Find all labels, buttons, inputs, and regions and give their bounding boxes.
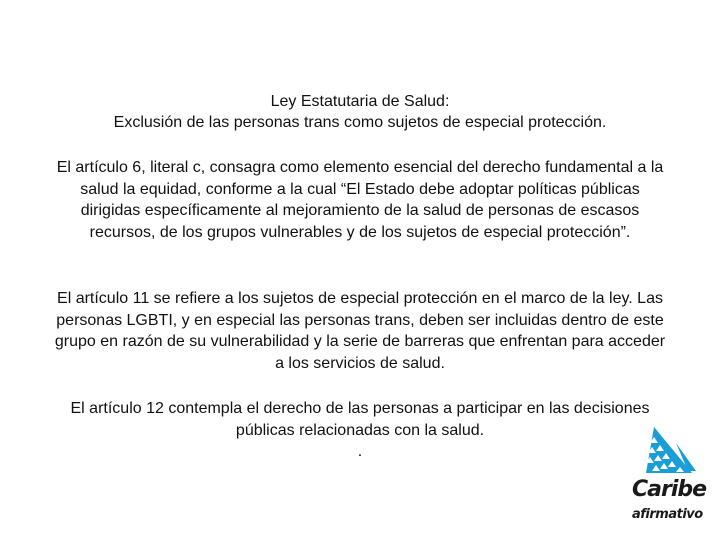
logo-word-afirmativo: afirmativo	[632, 507, 703, 522]
title-line-2: Exclusión de las personas trans como sujetos de especial protección.	[113, 114, 607, 131]
paragraph-article-12	[50, 398, 670, 463]
trailing-dot: .	[357, 443, 363, 460]
triangle-pattern-icon	[632, 425, 702, 481]
caribe-afirmativo-logo	[632, 425, 707, 533]
paragraph-article-6: El artículo 6, literal c, consagra como elemento esencial del derecho fundamental a la salud la equidad, conforme a la cual “El Estado debe adoptar políticas públicas dirigidas específicamente al mejoramiento de la salud de personas de escasos recursos, de los grupos vulnerables y de los sujetos de especial protección”.	[56, 159, 664, 241]
slide-title	[40, 91, 680, 133]
paragraph-article-12-text: El artículo 12 contempla el derecho de las personas a participar en las decisiones públicas relacionadas con la salud.	[70, 400, 650, 439]
paragraph-article-11: El artículo 11 se refiere a los sujetos de especial protección en el marco de la ley. Las personas LGBTI, y en especial las personas trans, deben ser incluidas dentro de este grupo en razón de su vulnerabilidad y la serie de barreras que enfrentan para acceder a los servicios de salud.	[54, 290, 666, 372]
title-line-1: Ley Estatutaria de Salud:	[270, 93, 450, 110]
logo-word-caribe: Caribe	[632, 477, 707, 502]
